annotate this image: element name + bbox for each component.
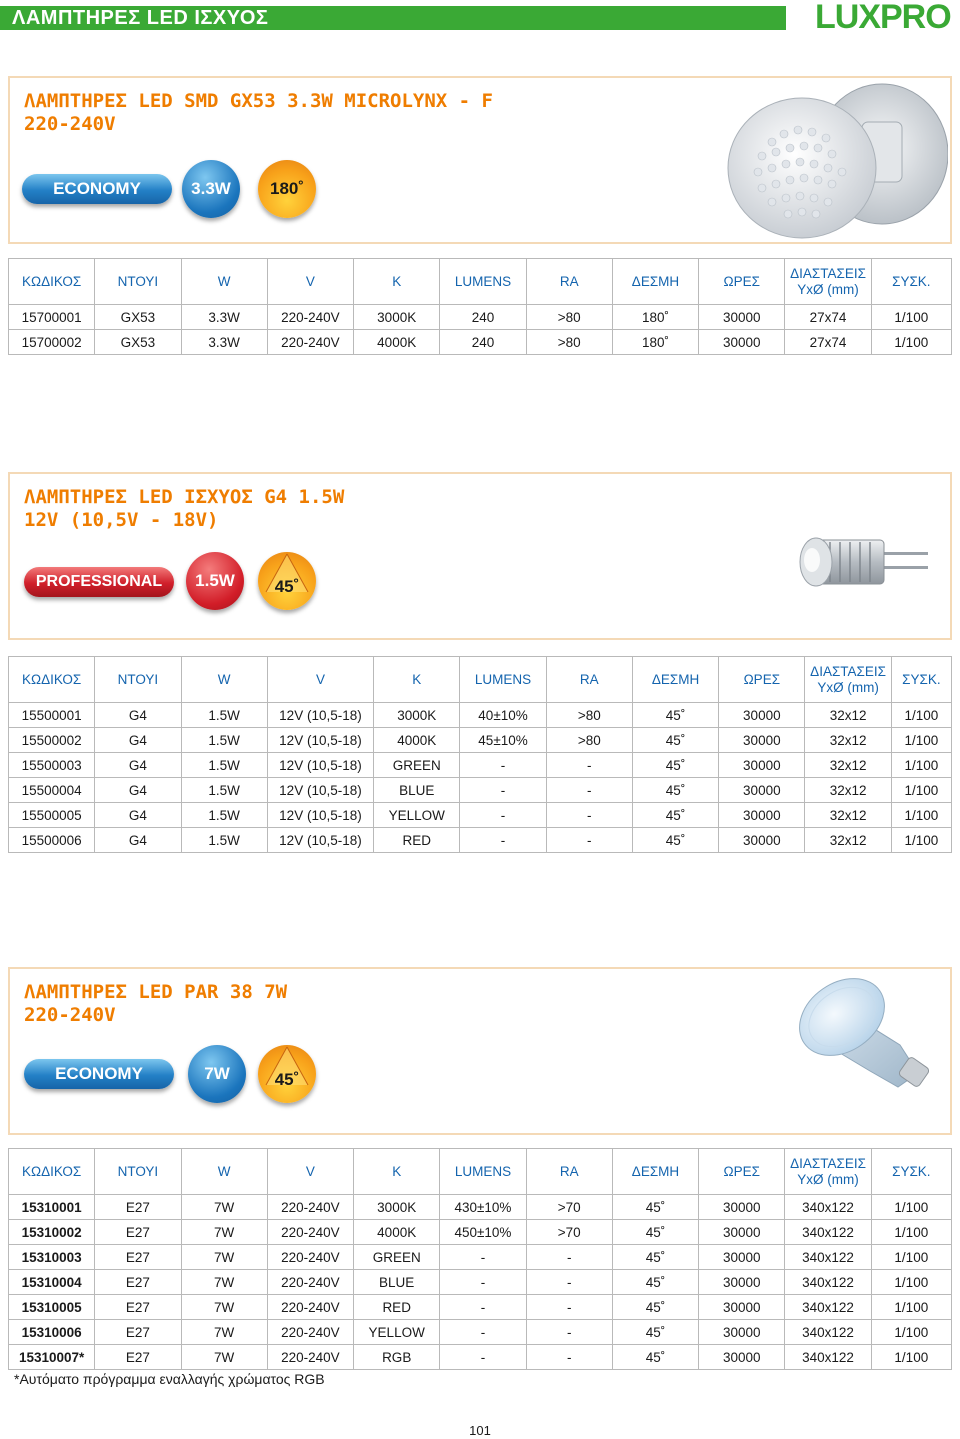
col-kelvin: K xyxy=(374,657,460,703)
table-cell: BLUE xyxy=(374,778,460,803)
table-cell: 1.5W xyxy=(181,803,267,828)
professional-badge: PROFESSIONAL xyxy=(24,567,174,597)
table-cell: - xyxy=(440,1270,526,1295)
table-cell: G4 xyxy=(95,753,181,778)
table-cell: RGB xyxy=(354,1345,440,1370)
table-cell: 220-240V xyxy=(267,1270,353,1295)
col-ra: RA xyxy=(546,657,632,703)
table-cell: 30000 xyxy=(719,828,805,853)
beam-angle-badge xyxy=(258,1045,316,1103)
table-cell: 30000 xyxy=(699,1195,785,1220)
table-cell: 1/100 xyxy=(871,1195,951,1220)
col-code: ΚΩΔΙΚΟΣ xyxy=(9,657,95,703)
table-cell: >70 xyxy=(526,1195,612,1220)
table-cell: BLUE xyxy=(354,1270,440,1295)
table-cell: - xyxy=(546,753,632,778)
beam-angle-badge xyxy=(258,160,316,218)
col-voltage: V xyxy=(267,259,353,305)
col-dimensions: ΔΙΑΣΤΑΣΕΙΣ ΥxØ (mm) xyxy=(805,657,891,703)
table-cell: 240 xyxy=(440,305,526,330)
table-cell: 3.3W xyxy=(181,305,267,330)
col-code: ΚΩΔΙΚΟΣ xyxy=(9,259,95,305)
col-kelvin: K xyxy=(354,259,440,305)
table-cell: E27 xyxy=(95,1320,181,1345)
table-cell: 340x122 xyxy=(785,1295,871,1320)
table-cell: E27 xyxy=(95,1195,181,1220)
col-socket: ΝΤΟΥΙ xyxy=(95,657,181,703)
table-cell: 45˚ xyxy=(612,1295,698,1320)
table-cell: 30000 xyxy=(719,778,805,803)
col-beam: ΔΕΣΜΗ xyxy=(612,1149,698,1195)
product-title: ΛΑΜΠΤΗΡΕΣ LED SMD GX53 3.3W MICROLYNX - F xyxy=(24,90,493,112)
table-header-row xyxy=(9,259,952,305)
table-cell: 220-240V xyxy=(267,330,353,355)
product-box-gx53 xyxy=(8,76,952,244)
table-cell: 45˚ xyxy=(632,803,718,828)
table-cell: G4 xyxy=(95,828,181,853)
table-cell: 30000 xyxy=(699,1270,785,1295)
table-cell: 12V (10,5-18) xyxy=(267,703,373,728)
table-row xyxy=(9,778,952,803)
table-cell: 340x122 xyxy=(785,1320,871,1345)
beam-angle-value: 45˚ xyxy=(274,1070,300,1089)
product-subtitle: 220-240V xyxy=(24,1004,116,1026)
table-cell: 15310001 xyxy=(9,1195,95,1220)
col-socket: ΝΤΟΥΙ xyxy=(95,259,181,305)
col-voltage: V xyxy=(267,1149,353,1195)
table-header-row xyxy=(9,657,952,703)
table-cell: 1/100 xyxy=(871,1220,951,1245)
table-cell: 4000K xyxy=(354,330,440,355)
col-pack: ΣΥΣΚ. xyxy=(891,657,951,703)
table-cell: 15700001 xyxy=(9,305,95,330)
col-ra: RA xyxy=(526,259,612,305)
table-cell: GX53 xyxy=(95,305,181,330)
table-cell: 1/100 xyxy=(891,778,951,803)
table-cell: G4 xyxy=(95,803,181,828)
col-ra: RA xyxy=(526,1149,612,1195)
table-cell: 15500001 xyxy=(9,703,95,728)
table-cell: 7W xyxy=(181,1270,267,1295)
col-pack: ΣΥΣΚ. xyxy=(871,259,951,305)
table-cell: >80 xyxy=(526,305,612,330)
table-cell: 220-240V xyxy=(267,305,353,330)
col-hours: ΩΡΕΣ xyxy=(719,657,805,703)
wattage-badge: 1.5W xyxy=(186,552,244,610)
table-cell: 220-240V xyxy=(267,1195,353,1220)
table-cell: 340x122 xyxy=(785,1195,871,1220)
table-cell: RED xyxy=(374,828,460,853)
table-cell: 30000 xyxy=(699,1220,785,1245)
col-watt: W xyxy=(181,1149,267,1195)
table-cell: - xyxy=(546,828,632,853)
table-row xyxy=(9,728,952,753)
footnote: *Αυτόματο πρόγραμμα εναλλαγής χρώματος RGB xyxy=(14,1371,325,1387)
table-cell: - xyxy=(526,1295,612,1320)
table-cell: 27x74 xyxy=(785,330,871,355)
table-cell: G4 xyxy=(95,728,181,753)
table-cell: 45˚ xyxy=(632,753,718,778)
table-cell: 240 xyxy=(440,330,526,355)
table-cell: 220-240V xyxy=(267,1245,353,1270)
table-cell: - xyxy=(440,1320,526,1345)
table-cell: 180˚ xyxy=(612,305,698,330)
table-cell: 30000 xyxy=(699,1320,785,1345)
table-cell: 7W xyxy=(181,1345,267,1370)
table-cell: 1/100 xyxy=(871,330,951,355)
table-cell: 30000 xyxy=(719,753,805,778)
beam-angle-value: 45˚ xyxy=(274,577,300,596)
table-cell: E27 xyxy=(95,1295,181,1320)
product-title: ΛΑΜΠΤΗΡΕΣ LED PAR 38 7W xyxy=(24,981,288,1003)
table-cell: 4000K xyxy=(354,1220,440,1245)
table-cell: 1.5W xyxy=(181,753,267,778)
table-row xyxy=(9,305,952,330)
table-cell: 220-240V xyxy=(267,1320,353,1345)
table-cell: 32x12 xyxy=(805,803,891,828)
table-cell: 12V (10,5-18) xyxy=(267,828,373,853)
col-lumens: LUMENS xyxy=(460,657,546,703)
product-title: ΛΑΜΠΤΗΡΕΣ LED ΙΣΧΥΟΣ G4 1.5W xyxy=(24,486,345,508)
table-cell: 40±10% xyxy=(460,703,546,728)
page-title: ΛΑΜΠΤΗΡΕΣ LED ΙΣΧΥΟΣ xyxy=(12,7,269,29)
table-row xyxy=(9,1220,952,1245)
table-cell: - xyxy=(440,1345,526,1370)
table-cell: E27 xyxy=(95,1270,181,1295)
col-lumens: LUMENS xyxy=(440,259,526,305)
economy-badge: ECONOMY xyxy=(24,1059,174,1089)
table-cell: YELLOW xyxy=(354,1320,440,1345)
table-body xyxy=(9,305,952,355)
table-cell: 340x122 xyxy=(785,1220,871,1245)
table-cell: E27 xyxy=(95,1345,181,1370)
table-row xyxy=(9,330,952,355)
table-cell: - xyxy=(440,1295,526,1320)
table-cell: 32x12 xyxy=(805,828,891,853)
table-cell: - xyxy=(546,778,632,803)
table-cell: 180˚ xyxy=(612,330,698,355)
col-dimensions: ΔΙΑΣΤΑΣΕΙΣ ΥxØ (mm) xyxy=(785,1149,871,1195)
table-cell: 32x12 xyxy=(805,753,891,778)
table-cell: 1/100 xyxy=(871,1270,951,1295)
table-cell: 12V (10,5-18) xyxy=(267,753,373,778)
table-cell: 12V (10,5-18) xyxy=(267,778,373,803)
table-row xyxy=(9,803,952,828)
table-cell: 1/100 xyxy=(891,828,951,853)
table-cell: 4000K xyxy=(374,728,460,753)
table-cell: 45˚ xyxy=(632,728,718,753)
table-row xyxy=(9,1295,952,1320)
table-header-row xyxy=(9,1149,952,1195)
table-cell: 340x122 xyxy=(785,1270,871,1295)
table-cell: 1.5W xyxy=(181,778,267,803)
g4-lamp-image xyxy=(790,522,930,612)
table-cell: 7W xyxy=(181,1195,267,1220)
table-row xyxy=(9,753,952,778)
spec-table-g4 xyxy=(8,656,952,853)
table-cell: 45˚ xyxy=(612,1220,698,1245)
table-row xyxy=(9,1195,952,1220)
col-dimensions: ΔΙΑΣΤΑΣΕΙΣ ΥxØ (mm) xyxy=(785,259,871,305)
product-box-par38 xyxy=(8,967,952,1135)
spec-table-gx53 xyxy=(8,258,952,355)
table-cell: 7W xyxy=(181,1220,267,1245)
col-beam: ΔΕΣΜΗ xyxy=(632,657,718,703)
table-cell: 45˚ xyxy=(632,828,718,853)
spec-table-par38 xyxy=(8,1148,952,1370)
table-cell: 3000K xyxy=(374,703,460,728)
table-cell: 15500005 xyxy=(9,803,95,828)
table-cell: 45±10% xyxy=(460,728,546,753)
table-cell: 7W xyxy=(181,1295,267,1320)
table-row xyxy=(9,1320,952,1345)
table-cell: 32x12 xyxy=(805,778,891,803)
table-cell: 45˚ xyxy=(612,1270,698,1295)
header-bar xyxy=(0,6,786,30)
table-cell: 3000K xyxy=(354,1195,440,1220)
table-cell: RED xyxy=(354,1295,440,1320)
table-cell: 430±10% xyxy=(440,1195,526,1220)
table-cell: 15500002 xyxy=(9,728,95,753)
table-cell: 7W xyxy=(181,1320,267,1345)
col-watt: W xyxy=(181,657,267,703)
table-cell: G4 xyxy=(95,778,181,803)
table-cell: 32x12 xyxy=(805,703,891,728)
table-cell: 340x122 xyxy=(785,1345,871,1370)
table-cell: E27 xyxy=(95,1245,181,1270)
table-cell: G4 xyxy=(95,703,181,728)
table-cell: 220-240V xyxy=(267,1295,353,1320)
gx53-lamp-image xyxy=(722,82,948,242)
table-cell: 1.5W xyxy=(181,703,267,728)
table-cell: 30000 xyxy=(699,1345,785,1370)
table-cell: 15700002 xyxy=(9,330,95,355)
table-cell: 45˚ xyxy=(612,1345,698,1370)
table-cell: 45˚ xyxy=(632,778,718,803)
table-row xyxy=(9,828,952,853)
wattage-badge: 7W xyxy=(188,1045,246,1103)
table-cell: - xyxy=(460,828,546,853)
table-cell: 30000 xyxy=(699,305,785,330)
table-cell: - xyxy=(526,1245,612,1270)
table-cell: GX53 xyxy=(95,330,181,355)
table-cell: 12V (10,5-18) xyxy=(267,728,373,753)
beam-angle-badge xyxy=(258,552,316,610)
table-cell: 15310005 xyxy=(9,1295,95,1320)
table-cell: 1/100 xyxy=(871,305,951,330)
table-cell: 220-240V xyxy=(267,1345,353,1370)
table-cell: 1/100 xyxy=(871,1295,951,1320)
table-cell: 1.5W xyxy=(181,728,267,753)
table-cell: 45˚ xyxy=(612,1320,698,1345)
table-row xyxy=(9,1245,952,1270)
table-cell: 15310007* xyxy=(9,1345,95,1370)
table-cell: E27 xyxy=(95,1220,181,1245)
table-cell: GREEN xyxy=(374,753,460,778)
table-cell: - xyxy=(546,803,632,828)
wattage-badge: 3.3W xyxy=(182,160,240,218)
col-code: ΚΩΔΙΚΟΣ xyxy=(9,1149,95,1195)
table-cell: >70 xyxy=(526,1220,612,1245)
table-body xyxy=(9,703,952,853)
table-cell: 45˚ xyxy=(612,1245,698,1270)
table-cell: 7W xyxy=(181,1245,267,1270)
table-cell: GREEN xyxy=(354,1245,440,1270)
table-cell: 15500004 xyxy=(9,778,95,803)
table-cell: 1/100 xyxy=(871,1320,951,1345)
table-cell: - xyxy=(460,803,546,828)
table-cell: 1/100 xyxy=(871,1245,951,1270)
brand-logo: LUXPRO xyxy=(815,0,951,36)
par38-lamp-image xyxy=(790,975,940,1099)
table-cell: - xyxy=(526,1320,612,1345)
table-cell: 1/100 xyxy=(891,703,951,728)
table-body xyxy=(9,1195,952,1370)
product-box-g4 xyxy=(8,472,952,640)
col-lumens: LUMENS xyxy=(440,1149,526,1195)
col-watt: W xyxy=(181,259,267,305)
page-number: 101 xyxy=(469,1423,491,1438)
table-cell: 220-240V xyxy=(267,1220,353,1245)
table-cell: 450±10% xyxy=(440,1220,526,1245)
table-cell: 30000 xyxy=(719,803,805,828)
table-cell: 15310006 xyxy=(9,1320,95,1345)
col-socket: ΝΤΟΥΙ xyxy=(95,1149,181,1195)
table-cell: - xyxy=(526,1345,612,1370)
table-row xyxy=(9,703,952,728)
table-cell: YELLOW xyxy=(374,803,460,828)
table-cell: 3.3W xyxy=(181,330,267,355)
table-cell: 15310003 xyxy=(9,1245,95,1270)
table-cell: 3000K xyxy=(354,305,440,330)
table-row xyxy=(9,1345,952,1370)
table-cell: 1.5W xyxy=(181,828,267,853)
table-cell: 30000 xyxy=(719,728,805,753)
table-cell: >80 xyxy=(546,703,632,728)
table-cell: 30000 xyxy=(719,703,805,728)
table-cell: >80 xyxy=(526,330,612,355)
table-cell: 15500006 xyxy=(9,828,95,853)
table-cell: 15500003 xyxy=(9,753,95,778)
product-subtitle: 12V (10,5V - 18V) xyxy=(24,509,219,531)
beam-angle-value: 180˚ xyxy=(269,179,305,198)
economy-badge: ECONOMY xyxy=(22,174,172,204)
table-cell: 12V (10,5-18) xyxy=(267,803,373,828)
table-cell: 15310002 xyxy=(9,1220,95,1245)
table-cell: 15310004 xyxy=(9,1270,95,1295)
col-voltage: V xyxy=(267,657,373,703)
table-cell: 30000 xyxy=(699,1295,785,1320)
product-subtitle: 220-240V xyxy=(24,113,116,135)
table-cell: 1/100 xyxy=(891,753,951,778)
table-cell: 1/100 xyxy=(891,728,951,753)
table-cell: 32x12 xyxy=(805,728,891,753)
table-cell: 45˚ xyxy=(612,1195,698,1220)
table-cell: - xyxy=(440,1245,526,1270)
table-cell: >80 xyxy=(546,728,632,753)
table-cell: 30000 xyxy=(699,1245,785,1270)
col-kelvin: K xyxy=(354,1149,440,1195)
col-pack: ΣΥΣΚ. xyxy=(871,1149,951,1195)
col-beam: ΔΕΣΜΗ xyxy=(612,259,698,305)
col-hours: ΩΡΕΣ xyxy=(699,1149,785,1195)
table-cell: - xyxy=(460,778,546,803)
table-cell: - xyxy=(460,753,546,778)
table-cell: 27x74 xyxy=(785,305,871,330)
table-cell: - xyxy=(526,1270,612,1295)
table-row xyxy=(9,1270,952,1295)
table-cell: 1/100 xyxy=(871,1345,951,1370)
table-cell: 1/100 xyxy=(891,803,951,828)
table-cell: 340x122 xyxy=(785,1245,871,1270)
col-hours: ΩΡΕΣ xyxy=(699,259,785,305)
table-cell: 45˚ xyxy=(632,703,718,728)
table-cell: 30000 xyxy=(699,330,785,355)
